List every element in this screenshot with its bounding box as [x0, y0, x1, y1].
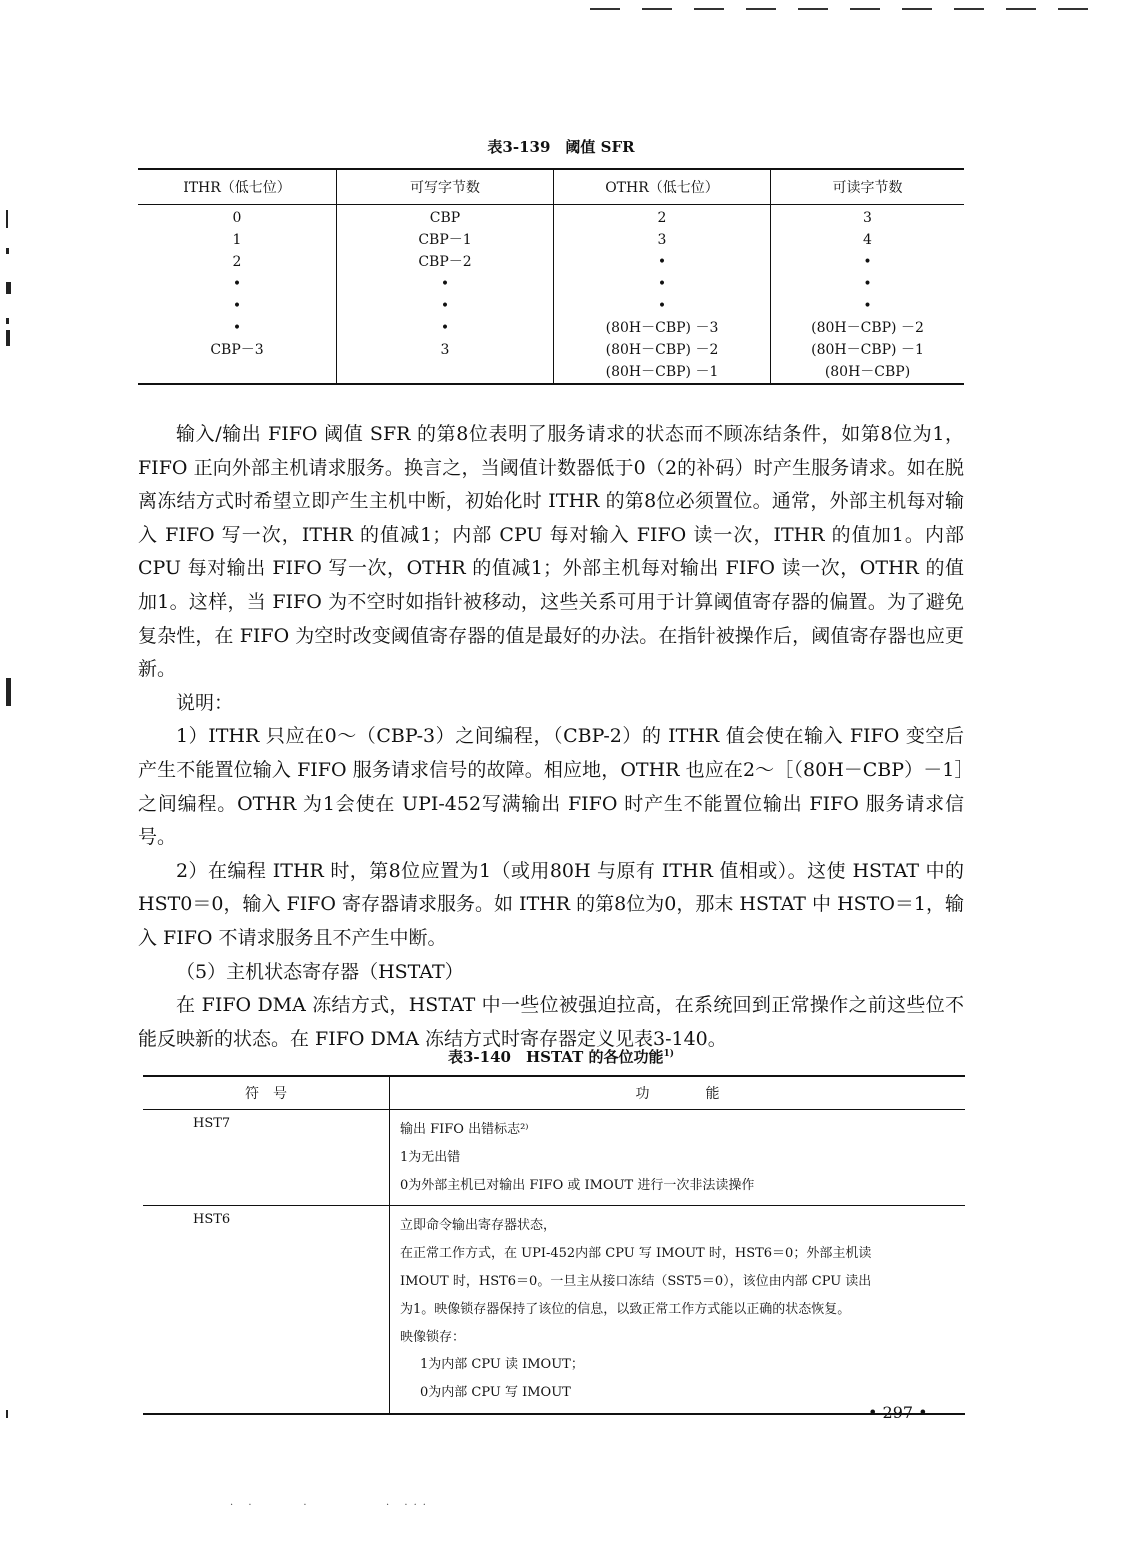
- table1-header-writable: 可写字节数: [337, 169, 554, 205]
- table2-caption: [0, 1046, 1122, 1067]
- body-text: [138, 418, 964, 1056]
- table1-cell: •: [657, 254, 667, 270]
- table1-cell: •: [440, 298, 450, 314]
- table2-function-line: 1为无出错: [400, 1149, 461, 1165]
- paragraph-hstat-intro: 在 FIFO DMA 冻结方式，HSTAT 中一些位被强迫拉高，在系统回到正常操作之前这些位不能反映新的状态。在 FIFO DMA 冻结方式时寄存器定义见表3-140。: [138, 994, 964, 1050]
- paragraph-fifo-threshold: 输入/输出 FIFO 阈值 SFR 的第8位表明了服务请求的状态而不顾冻结条件，如第8位为1，FIFO 正向外部主机请求服务。换言之，当阈值计数器低于0（2的补码）时产生服务请求。如在脱离冻结方式时希望立即产生主机中断，初始化时 ITHR 的第8位必须置位。通常，外部主机每对输入 FIFO 写一次，ITHR 的值减1；内部 CPU 每对输入 FIFO 读一次，ITHR 的值加1。内部 CPU 每对输出 FIFO 写一次，OTHR 的值减1；外部主机每对输出 FIFO 读一次，OTHR 的值加1。这样，当 FIFO 为不空时如指针被移动，这些关系可用于计算阈值寄存器的偏置。为了避免复杂性，在 FIFO 为空时改变阈值寄存器的值是最好的办法。在指针被操作后，阈值寄存器也应更新。: [138, 423, 964, 681]
- table2-function-line: 1为内部 CPU 读 IMOUT；: [420, 1357, 584, 1373]
- table1-cell: (80H－CBP) －1: [811, 342, 924, 358]
- table1-col-readable: [771, 205, 965, 385]
- table1-cell: •: [863, 254, 872, 270]
- table2-function-cell: [390, 1110, 966, 1206]
- scan-dots: · · · · ···: [230, 1500, 432, 1511]
- table1-cell: 2: [232, 254, 242, 270]
- table2-caption-note: 1): [663, 1049, 675, 1059]
- table1-cell: •: [440, 276, 450, 292]
- table-row: [143, 1206, 965, 1414]
- table1-col-othr: [554, 205, 771, 385]
- table1-cell: •: [232, 320, 242, 336]
- table2-function-line: 0为外部主机已对输出 FIFO 或 IMOUT 进行一次非法读操作: [400, 1177, 755, 1193]
- paragraph-notes-heading: 说明：: [176, 691, 234, 714]
- table1-cell: CBP－1: [418, 232, 472, 248]
- table1-col-ithr: [138, 205, 337, 385]
- table1-cell: (80H－CBP) －2: [605, 342, 719, 358]
- table1-cell: •: [440, 320, 450, 336]
- table2-function-cell: [390, 1206, 966, 1414]
- paragraph-note-1: 1）ITHR 只应在0～（CBP-3）之间编程，（CBP-2）的 ITHR 值会使在输入 FIFO 变空后产生不能置位输入 FIFO 服务请求信号的故障。相应地，OTHR 也应在2～［（80H－CBP）－1］之间编程。OTHR 为1会使在 UPI-452写满输出 FIFO 时产生不能置位输出 FIFO 服务请求信号。: [138, 725, 964, 849]
- table1-cell: 0: [232, 210, 242, 226]
- table1-cell: 1: [232, 232, 242, 248]
- table1-caption: 表3-139 阈值 SFR: [487, 138, 635, 156]
- threshold-sfr-table: [138, 168, 964, 385]
- paragraph-note-2: 2）在编程 ITHR 时，第8位应置为1（或用80H 与原有 ITHR 值相或）。这使 HSTAT 中的 HST0＝0，输入 FIFO 寄存器请求服务。如 ITHR 的第8位为0，那末 HSTAT 中 HSTO＝1，输入 FIFO 不请求服务且不产生中断。: [138, 859, 964, 949]
- table2-symbol-cell: HST6: [193, 1212, 231, 1228]
- table2-header-function: 功 能: [390, 1076, 966, 1110]
- table2-function-line: 立即命令输出寄存器状态，: [400, 1218, 557, 1234]
- table1-header-readable: 可读字节数: [771, 169, 965, 205]
- table1-cell: •: [863, 298, 872, 314]
- table1-cell: (80H－CBP): [824, 364, 911, 380]
- hstat-bits-table: [143, 1075, 965, 1415]
- table1-cell: 2: [657, 210, 667, 226]
- table1-cell: 3: [440, 342, 450, 358]
- table2-function-line: 映像锁存：: [400, 1329, 466, 1345]
- table1-cell: (80H－CBP) －2: [811, 320, 924, 336]
- table1-cell: CBP－2: [418, 254, 472, 270]
- table1-cell: •: [863, 276, 872, 292]
- table2-function-line: 0为内部 CPU 写 IMOUT: [420, 1385, 571, 1401]
- page-number: • 297 •: [868, 1403, 928, 1422]
- table1-cell: CBP: [429, 210, 461, 226]
- table1-cell: •: [657, 298, 667, 314]
- table1-header-othr: OTHR（低七位）: [554, 169, 771, 205]
- table2-function-line: IMOUT 时，HST6＝0。一旦主从接口冻结（SST5＝0），该位由内部 CPU 读出: [400, 1273, 872, 1289]
- table2-function-line: 输出 FIFO 出错标志²⁾: [400, 1122, 529, 1137]
- table1-cell: CBP－3: [210, 342, 264, 358]
- table1-cell: •: [657, 276, 667, 292]
- table1-cell: (80H－CBP) －3: [605, 320, 719, 336]
- table1-cell: (80H－CBP) －1: [605, 364, 719, 380]
- table1-cell: 3: [657, 232, 667, 248]
- table1-cell: •: [232, 276, 242, 292]
- table2-caption-text: 表3-140 HSTAT 的各位功能: [447, 1048, 664, 1066]
- table1-cell: 3: [863, 210, 872, 226]
- table2-function-line: 在正常工作方式，在 UPI-452内部 CPU 写 IMOUT 时，HST6＝0；外部主机读: [400, 1246, 872, 1262]
- top-edge-marks: [590, 8, 1122, 12]
- section-heading-hstat: （5）主机状态寄存器（HSTAT）: [176, 960, 464, 983]
- table1-cell: •: [232, 298, 242, 314]
- table1-header-ithr: ITHR（低七位）: [138, 169, 337, 205]
- table-row: [143, 1110, 965, 1206]
- table2-symbol-cell: HST7: [143, 1110, 390, 1206]
- table1-cell: 4: [863, 232, 872, 248]
- table1-col-writable: [337, 205, 554, 385]
- table2-function-line: 为1。映像锁存器保持了该位的信息，以致正常工作方式能以正确的状态恢复。: [400, 1301, 851, 1317]
- table2-header-symbol: 符 号: [143, 1076, 390, 1110]
